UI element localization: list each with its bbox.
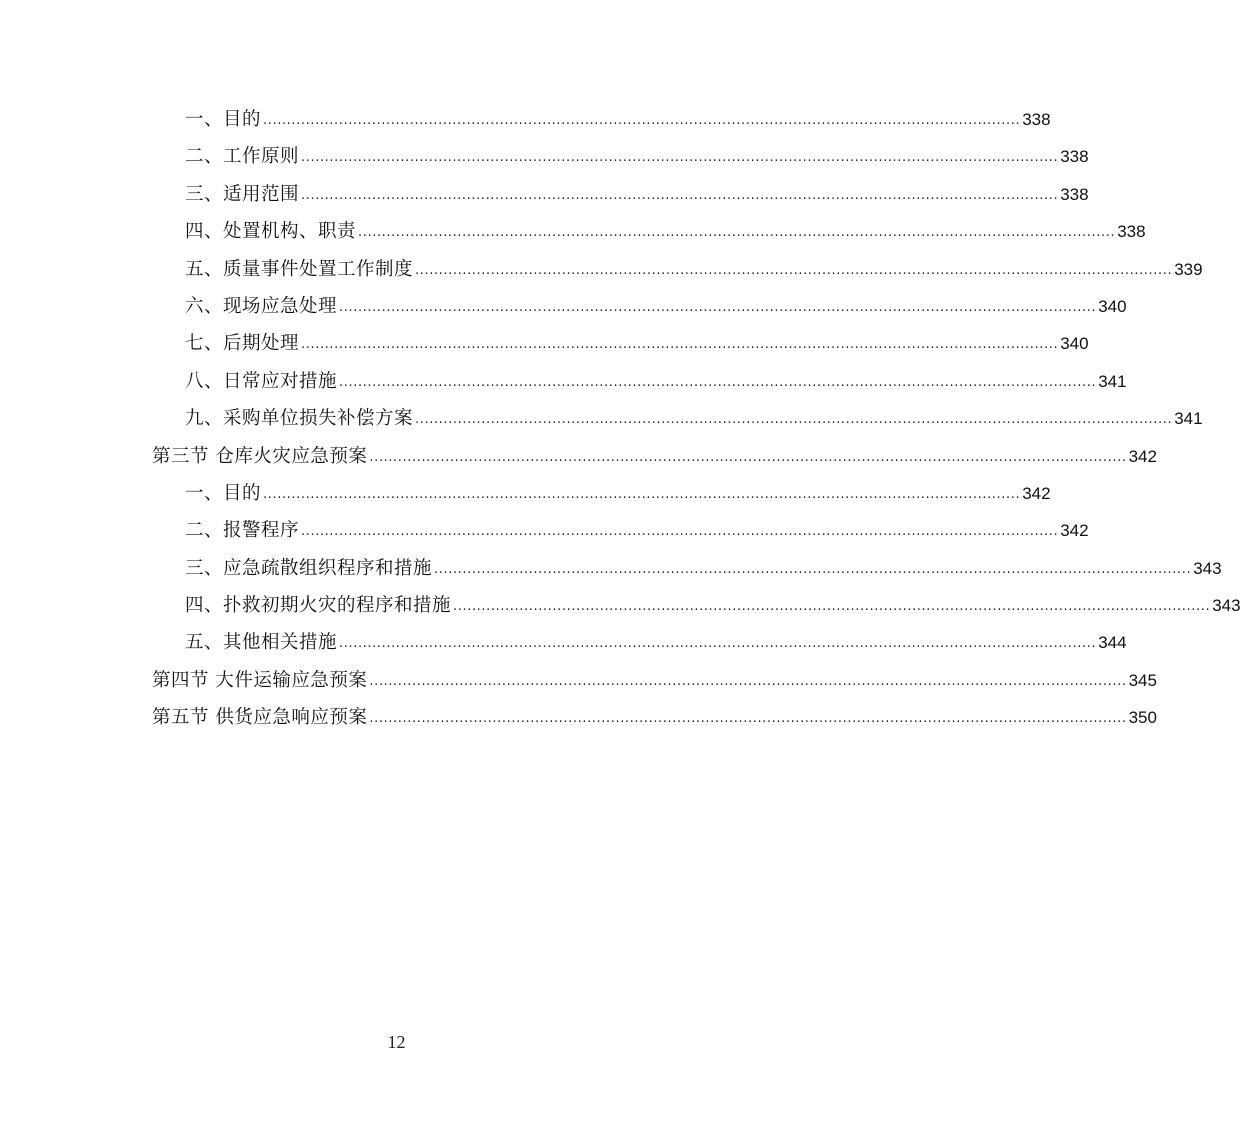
- toc-entry-title: 第三节 仓库火灾应急预案: [152, 445, 368, 467]
- toc-entry-page: 341: [1174, 409, 1203, 429]
- toc-entry-page: 340: [1060, 334, 1089, 354]
- toc-entry-title: 一、目的: [185, 482, 262, 504]
- toc-dot-leader: ................................................................................................................................................................: [415, 262, 1173, 278]
- toc-entry-title: 二、工作原则: [185, 146, 300, 168]
- toc-entry[interactable]: [152, 325, 1089, 362]
- toc-dot-leader: ................................................................................................................................................................: [301, 337, 1059, 353]
- toc-entry-title: 四、处置机构、职责: [185, 221, 357, 243]
- toc-entry[interactable]: [152, 699, 1157, 736]
- toc-entry[interactable]: [152, 251, 1203, 288]
- toc-dot-leader: ................................................................................................................................................................: [369, 673, 1127, 689]
- toc-entry[interactable]: [152, 475, 1051, 512]
- toc-entry[interactable]: [152, 624, 1127, 661]
- toc-dot-leader: ................................................................................................................................................................: [263, 113, 1021, 128]
- toc-dot-leader: ................................................................................................................................................................: [301, 150, 1059, 166]
- toc-entry-page: 342: [1060, 521, 1089, 541]
- toc-entry[interactable]: [152, 512, 1089, 549]
- toc-entry-title: 八、日常应对措施: [185, 370, 338, 392]
- toc-entry-page: 338: [1117, 222, 1146, 242]
- toc-entry[interactable]: [152, 138, 1089, 175]
- toc-entry-page: 350: [1128, 708, 1157, 728]
- toc-dot-leader: ................................................................................................................................................................: [339, 374, 1097, 390]
- toc-entry-page: 344: [1098, 633, 1127, 653]
- page-number: 12: [387, 1032, 406, 1052]
- toc-entry[interactable]: [152, 438, 1157, 475]
- toc-dot-leader: ................................................................................................................................................................: [369, 711, 1127, 727]
- toc-entry-title: 第四节 大件运输应急预案: [152, 669, 368, 691]
- toc-dot-leader: ................................................................................................................................................................: [339, 299, 1097, 315]
- toc-entry-page: 342: [1128, 446, 1157, 466]
- toc-entry-title: 九、采购单位损失补偿方案: [185, 408, 414, 430]
- toc-dot-leader: ................................................................................................................................................................: [453, 599, 1211, 615]
- toc-entry-title: 七、后期处理: [185, 333, 300, 355]
- toc-dot-leader: ................................................................................................................................................................: [301, 524, 1059, 540]
- toc-entry[interactable]: [152, 550, 1222, 587]
- toc-entry[interactable]: [152, 213, 1146, 250]
- toc-entry[interactable]: [152, 363, 1127, 400]
- toc-entry-title: 五、质量事件处置工作制度: [185, 258, 414, 280]
- toc-entry-page: 343: [1212, 596, 1241, 616]
- toc-entry[interactable]: [152, 400, 1203, 437]
- toc-entry-page: 342: [1022, 483, 1051, 503]
- toc-entry-page: 339: [1174, 259, 1203, 279]
- toc-entry-page: 345: [1128, 670, 1157, 690]
- table-of-contents: [152, 101, 1241, 737]
- toc-dot-leader: ................................................................................................................................................................: [301, 187, 1059, 203]
- toc-entry-title: 二、报警程序: [185, 520, 300, 542]
- toc-dot-leader: ................................................................................................................................................................: [434, 561, 1192, 577]
- toc-entry-title: 三、应急疏散组织程序和措施: [185, 557, 433, 579]
- toc-entry-page: 338: [1022, 110, 1051, 129]
- toc-dot-leader: ................................................................................................................................................................: [415, 412, 1173, 428]
- toc-entry-title: 一、目的: [185, 109, 262, 130]
- toc-entry-title: 三、适用范围: [185, 183, 300, 205]
- toc-entry-title: 六、现场应急处理: [185, 295, 338, 317]
- toc-entry-page: 341: [1098, 371, 1127, 391]
- toc-entry[interactable]: [152, 587, 1241, 624]
- toc-entry-title: 四、扑救初期火灾的程序和措施: [185, 595, 452, 617]
- toc-dot-leader: ................................................................................................................................................................: [369, 449, 1127, 465]
- toc-entry[interactable]: [152, 662, 1157, 699]
- toc-entry-page: 343: [1193, 558, 1222, 578]
- toc-entry-title: 第五节 供货应急响应预案: [152, 707, 368, 729]
- toc-entry-page: 338: [1060, 184, 1089, 204]
- toc-entry-page: 338: [1060, 147, 1089, 167]
- toc-dot-leader: ................................................................................................................................................................: [339, 636, 1097, 652]
- toc-entry-title: 五、其他相关措施: [185, 632, 338, 654]
- toc-dot-leader: ................................................................................................................................................................: [358, 225, 1116, 241]
- toc-dot-leader: ................................................................................................................................................................: [263, 486, 1021, 502]
- toc-entry-page: 340: [1098, 296, 1127, 316]
- toc-entry[interactable]: [152, 101, 1051, 138]
- toc-entry[interactable]: [152, 288, 1127, 325]
- toc-entry[interactable]: [152, 176, 1089, 213]
